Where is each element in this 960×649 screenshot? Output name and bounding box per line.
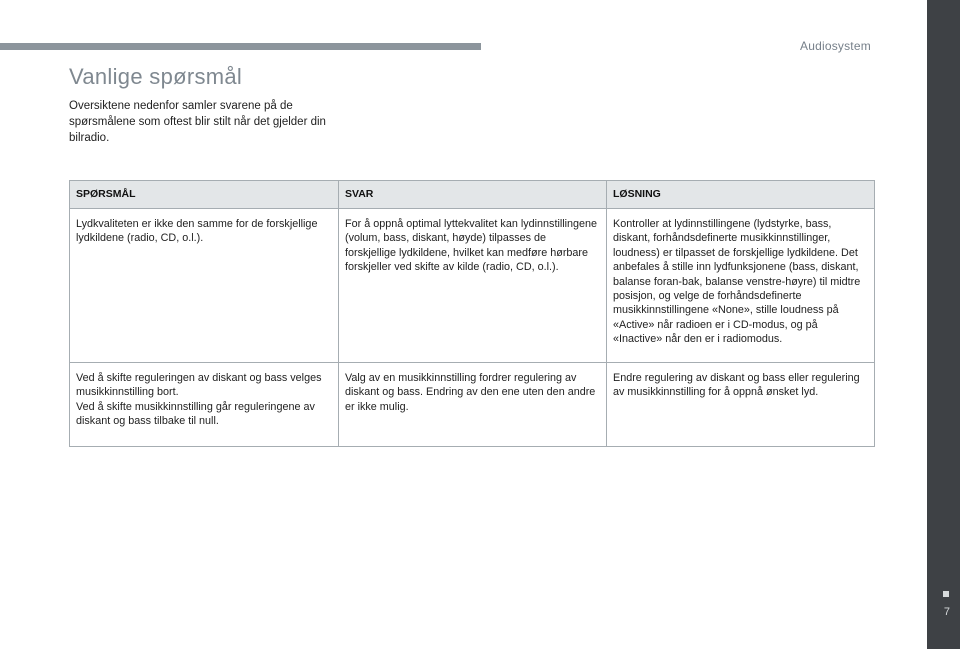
- table-header-row: [70, 181, 875, 209]
- intro-paragraph: Oversiktene nedenfor samler svarene på de spørsmålene som oftest blir stilt når det gjelder din bilradio.: [69, 100, 326, 144]
- faq-table: [69, 180, 875, 447]
- question-text: Ved å skifte reguleringen av diskant og bass velges musikkinnstilling bort. Ved å skifte musikkinnstilling går reguleringene av diskant og bass tilbake til null.: [76, 372, 322, 428]
- solution-text: Kontroller at lydinnstillingene (lydstyrke, bass, diskant, forhåndsdefinerte musikkinnstillinger, loudness) er tilpasset de forskjellige lydkildene. Det anbefales å stille inn lydfunksjonene (bass, diskant, balanse foran-bak, balanse venstre-høyre) til midtre posisjon, og velge de forhåndsdefinerte musikkinnstillingene «None», stille loudness på «Active» når radioen er i CD-modus, og på «Inactive» når den er i radiomodus.: [613, 218, 861, 346]
- solution-text: Endre regulering av diskant og bass eller regulering av musikkinnstilling for å oppnå ønsket lyd.: [613, 372, 860, 399]
- answer-text: Valg av en musikkinnstilling fordrer regulering av diskant og bass. Endring av den ene uten den andre er ikke mulig.: [345, 372, 596, 413]
- page-side-strip: [927, 0, 960, 649]
- section-label: Audiosystem: [800, 39, 871, 53]
- table-row: [70, 209, 875, 363]
- solution-cell: [607, 363, 875, 447]
- question-cell: [70, 209, 339, 363]
- question-cell: [70, 363, 339, 447]
- column-header-answer: SVAR: [339, 181, 607, 209]
- question-text: Lydkvaliteten er ikke den samme for de forskjellige lydkildene (radio, CD, o.l.).: [76, 218, 318, 245]
- header-accent-bar: [0, 43, 481, 50]
- answer-cell: [339, 209, 607, 363]
- column-header-solution: LØSNING: [607, 181, 875, 209]
- solution-cell: [607, 209, 875, 363]
- page-marker: [943, 591, 949, 597]
- column-header-question: SPØRSMÅL: [70, 181, 339, 209]
- table-row: [70, 363, 875, 447]
- page-title: Vanlige spørsmål: [69, 64, 243, 89]
- page-number: 7: [943, 606, 950, 618]
- answer-cell: [339, 363, 607, 447]
- answer-text: For å oppnå optimal lyttekvalitet kan lydinnstillingene (volum, bass, diskant, høyde) tilpasses de forskjellige lydkildene, hvilket kan medføre hørbare forskjeller ved skifte av kilde (radio, CD, o.l.).: [345, 218, 598, 274]
